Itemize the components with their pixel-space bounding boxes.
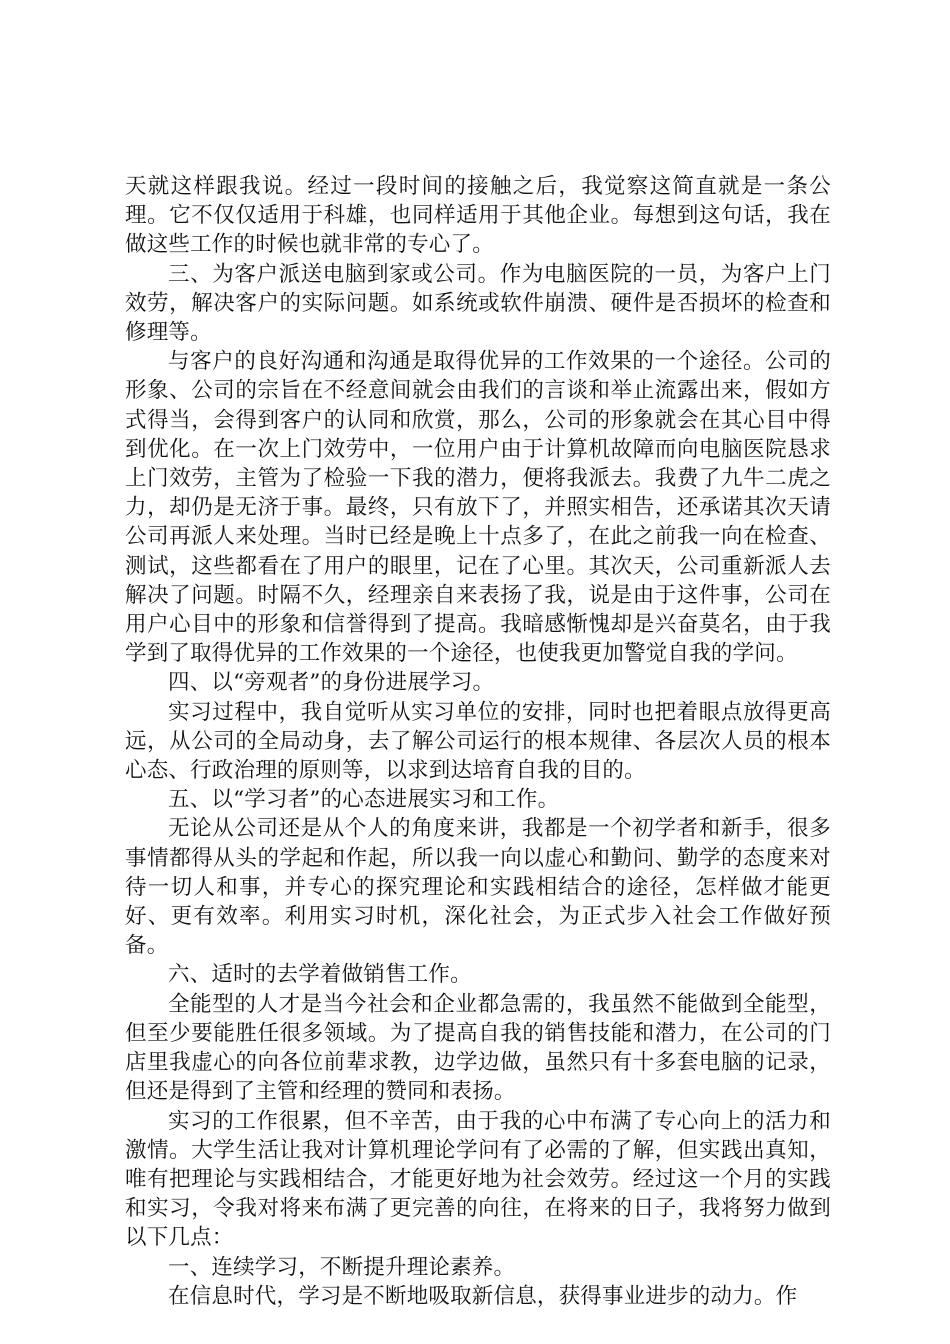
paragraph-observer-learning: 实习过程中，我自觉听从实习单位的安排，同时也把着眼点放得更高远，从公司的全局动身，去了解公司运行的根本规律、各层次人员的根本心态、行政治理的原则等，以求到达培育自我的目的。 bbox=[125, 699, 831, 784]
paragraph-learner-attitude: 无论从公司还是从个人的角度来讲，我都是一个初学者和新手，很多事情都得从头的学起和作起，所以我一向以虚心和勤问、勤学的态度来对待一切人和事，并专心的探究理论和实践相结合的途径，怎样做才能更好、更有效率。利用实习时机，深化社会，为正式步入社会工作做好预备。 bbox=[125, 816, 831, 959]
paragraph-section-three: 三、为客户派送电脑到家或公司。作为电脑医院的一员，为客户上门效劳，解决客户的实际问题。如系统或软件崩溃、硬件是否损坏的检查和修理等。 bbox=[125, 261, 831, 346]
document-body bbox=[125, 172, 831, 1311]
paragraph-section-four: 四、以“旁观者”的身份进展学习。 bbox=[168, 670, 495, 696]
paragraph-section-six: 六、适时的去学着做销售工作。 bbox=[168, 962, 472, 988]
paragraph-continuation: 天就这样跟我说。经过一段时间的接触之后，我觉察这简直就是一条公理。它不仅仅适用于科雄，也同样适用于其他企业。每想到这句话，我在做这些工作的时候也就非常的专心了。 bbox=[125, 174, 831, 258]
paragraph-information-age: 在信息时代，学习是不断地吸取新信息，获得事业进步的动力。作 bbox=[168, 1283, 798, 1309]
paragraph-customer-communication: 与客户的良好沟通和沟通是取得优异的工作效果的一个途径。公司的形象、公司的宗旨在不经意间就会由我们的言谈和举止流露出来，假如方式得当，会得到客户的认同和欣赏，那么，公司的形象就会在其心目中得到优化。在一次上门效劳中，一位用户由于计算机故障而向电脑医院恳求上门效劳，主管为了检验一下我的潜力，便将我派去。我费了九牛二虎之力，却仍是无济于事。最终，只有放下了，并照实相告，还承诺其次天请公司再派人来处理。当时已经是晚上十点多了，在此之前我一向在检查、测试，这些都看在了用户的眼里，记在了心里。其次天，公司重新派人去解决了问题。时隔不久，经理亲自来表扬了我，说是由于这件事，公司在用户心目中的形象和信誉得到了提高。我暗感惭愧却是兴奋莫名，由于我学到了取得优异的工作效果的一个途径，也使我更加警觉自我的学问。 bbox=[125, 349, 831, 667]
paragraph-section-five: 五、以“学习者”的心态进展实习和工作。 bbox=[168, 787, 560, 813]
paragraph-point-one: 一、连续学习，不断提升理论素养。 bbox=[168, 1254, 516, 1280]
paragraph-sales-work: 全能型的人才是当今社会和企业都急需的，我虽然不能做到全能型，但至少要能胜任很多领域。为了提高自我的销售技能和潜力，在公司的门店里我虚心的向各位前辈求教，边学边做，虽然只有十多套电脑的记录，但还是得到了主管和经理的赞同和表扬。 bbox=[125, 991, 831, 1105]
paragraph-internship-summary: 实习的工作很累，但不辛苦，由于我的心中布满了专心向上的活力和激情。大学生活让我对计算机理论学问有了必需的了解，但实践出真知，唯有把理论与实践相结合，才能更好地为社会效劳。经过这一个月的实践和实习，令我对将来布满了更完善的向往，在将来的日子，我将努力做到以下几点： bbox=[125, 1108, 831, 1251]
